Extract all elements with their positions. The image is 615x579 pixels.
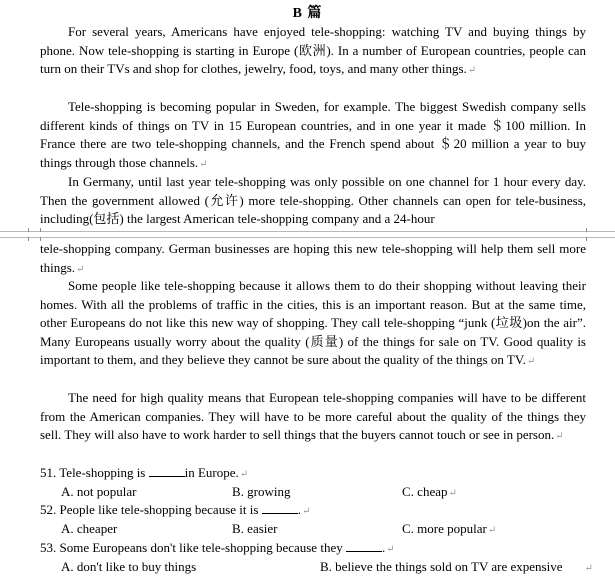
paragraph-mark-icon: ↵ (526, 356, 536, 367)
paragraph-mark-icon: ↵ (584, 563, 593, 574)
question-52-option-a: A. cheaper (61, 521, 118, 536)
paragraph-2-text: Tele-shopping is becoming popular in Sweden, for example. The biggest Swedish company sells different kinds of things on TV in 15 European countries, and in one year it made ＄100 million. In France there are two tele-shopping channels, and the French spend about ＄20 million a year to buy things through those channels. (40, 99, 586, 170)
question-51-option-a: A. not popular (61, 484, 137, 499)
paragraph-mark-icon: ↵ (487, 525, 497, 536)
question-52 (40, 501, 600, 522)
paragraph-2 (40, 98, 586, 174)
paragraph-mark-icon: ↵ (76, 263, 85, 275)
paragraph-3-top-text: In Germany, until last year tele-shopping was only possible on one channel for 1 hour every day. Then the government allowed (允许) more tele-shopping. Other channels can open for tele-business, including(包括) the largest American tele-shopping company and a 24-hour (40, 174, 586, 226)
paragraph-mark-icon: ↵ (467, 65, 477, 76)
page-break-divider (0, 228, 615, 240)
question-53-stem: 53. Some Europeans don't like tele-shopping because they (40, 540, 346, 555)
question-52-option-b: B. easier (232, 521, 278, 536)
paragraph-mark-icon: ↵ (386, 544, 395, 555)
question-53-stem-end: . (381, 540, 386, 555)
question-53-option-b: B. believe the things sold on TV are expensive ↵ (320, 559, 593, 574)
paragraph-3-bottom (40, 240, 586, 279)
paragraph-5-text: The need for high quality means that European tele-shopping companies will have to be different from the American companies. They will have to be more careful about the quality of the things they sell. They will also have to work harder to sell things that the buyers cannot touch or see in person. (40, 390, 586, 442)
question-53-option-a: A. don't like to buy things (61, 559, 197, 574)
question-51-option-b: B. growing (232, 484, 291, 499)
paragraph-mark-icon: ↵ (301, 506, 311, 517)
section-title: B 篇 (292, 6, 323, 21)
paragraph-4 (40, 277, 586, 372)
paragraph-mark-icon: ↵ (448, 488, 457, 499)
paragraph-mark-icon: ↵ (199, 158, 208, 170)
question-53 (40, 539, 600, 560)
paragraph-3-top (40, 173, 586, 229)
paragraph-mark-icon: ↵ (239, 469, 249, 480)
question-51 (40, 464, 600, 485)
answer-blank (262, 501, 298, 514)
answer-blank (149, 464, 185, 477)
question-52-option-c: C. more popular↵ (402, 521, 497, 536)
question-51-option-c: C. cheap↵ (402, 484, 457, 499)
question-52-stem: 52. People like tele-shopping because it is (40, 502, 262, 517)
paragraph-mark-icon: ↵ (555, 431, 564, 442)
paragraph-1 (40, 23, 586, 81)
paragraph-1-text: For several years, Americans have enjoyed tele-shopping: watching TV and buying things by phone. Now tele-shopping is starting in Europe (欧洲). In a number of European countries, people can turn on their TVs and shop for clothes, jewelry, food, toys, and many other things. (40, 24, 586, 76)
question-52-stem-end: . (297, 502, 301, 517)
paragraph-5 (40, 389, 586, 447)
answer-blank (346, 539, 382, 552)
question-51-stem: 51. Tele-shopping is (40, 465, 149, 480)
paragraph-3-bottom-text: tele-shopping company. German businesses are hoping this new tele-shopping will help them sell more things. (40, 241, 586, 275)
paragraph-4-text: Some people like tele-shopping because it allows them to do their shopping without leaving their homes. With all the problems of traffic in the cities, this is an important reason. But at the same time, other Europeans do not like this new way of shopping. They call tele-shopping “junk (垃圾)on the air”. Many Europeans usually worry about the quality (质量) of the things for sale on TV. Good quality is important to them, and they believe they cannot be sure about the quality of the things on TV. (40, 278, 586, 367)
question-51-stem-end: in Europe. (184, 465, 239, 480)
